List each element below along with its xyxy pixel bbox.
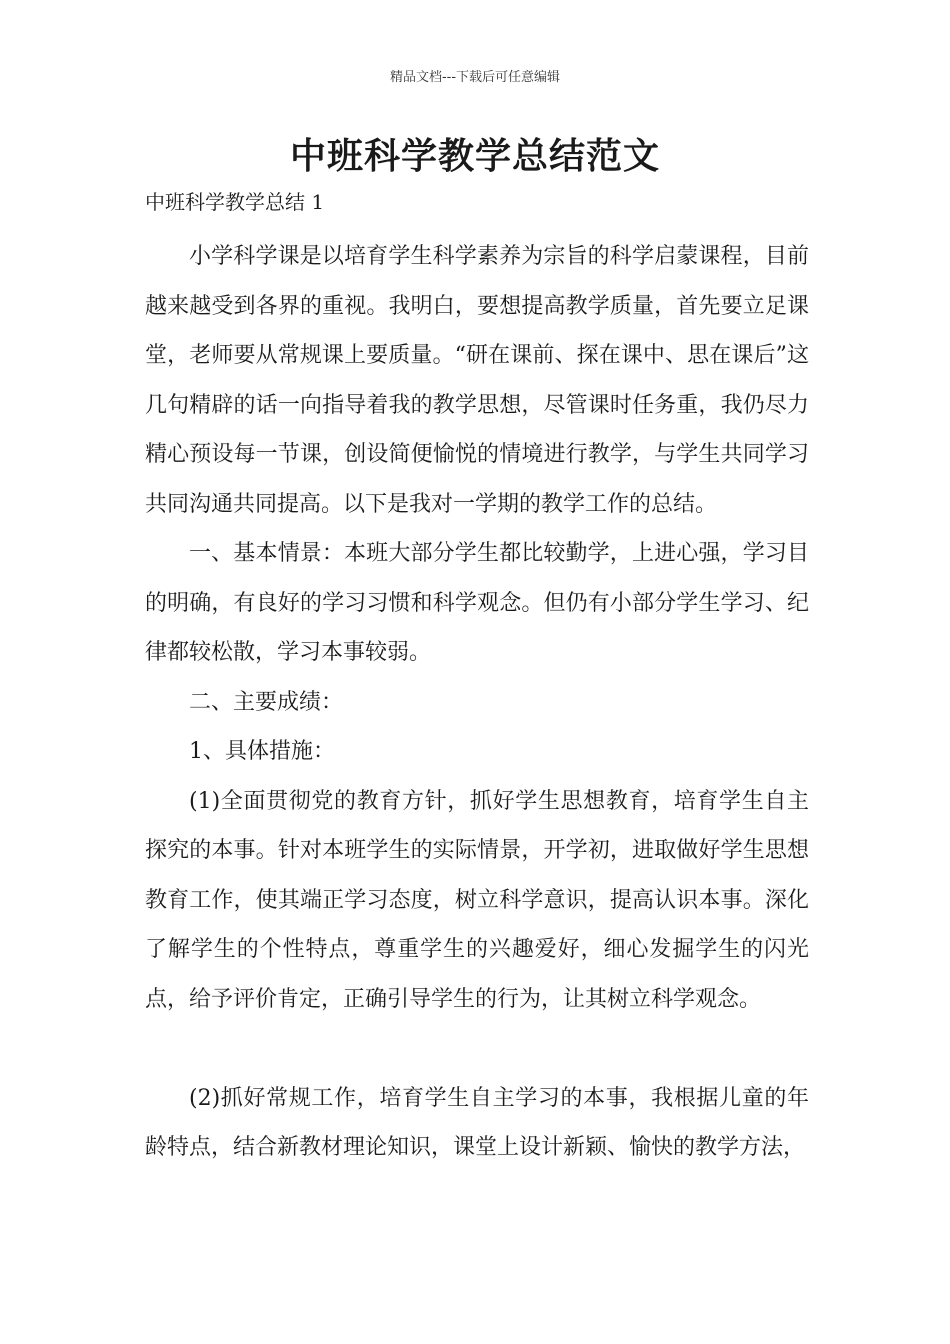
paragraph-measure-2: (2)抓好常规工作，培育学生自主学习的本事，我根据儿童的年龄特点，结合新教材理论知识，课堂上设计新颖、愉快的教学方法， (145, 1085, 809, 1160)
paragraph-measure-1: (1)全面贯彻党的教育方针，抓好学生思想教育，培育学生自主探究的本事。针对本班学生的实际情景，开学初，进取做好学生思想教育工作，使其端正学习态度，树立科学意识，提高认识本事。深化了解学生的个性特点，尊重学生的兴趣爱好，细心发掘学生的闪光点，给予评价肯定，正确引导学生的行为，让其树立科学观念。 (145, 788, 809, 1012)
paragraph-measures-heading: 1、具体措施： (189, 739, 335, 764)
document-body (145, 232, 809, 1173)
paragraph-basic-situation: 一、基本情景：本班大部分学生都比较勤学，上进心强，学习目的明确，有良好的学习习惯和科学观念。但仍有小部分学生学习、纪律都较松散，学习本事较弱。 (145, 541, 809, 665)
header-note: 精品文档---下载后可任意编辑 (389, 70, 561, 85)
paragraph-main-achievements-heading: 二、主要成绩： (189, 689, 344, 715)
section-subtitle: 中班科学教学总结 1 (145, 190, 325, 214)
document-title: 中班科学教学总结范文 (289, 136, 660, 177)
paragraph-intro: 小学科学课是以培育学生科学素养为宗旨的科学启蒙课程，目前越来越受到各界的重视。我明白，要想提高教学质量，首先要立足课堂，老师要从常规课上要质量。“研在课前、探在课中、思在课后”这几句精辟的话一向指导着我的教学思想，尽管课时任务重，我仍尽力精心预设每一节课，创设简便愉悦的情境进行教学，与学生共同学习共同沟通共同提高。以下是我对一学期的教学工作的总结。 (145, 244, 809, 517)
